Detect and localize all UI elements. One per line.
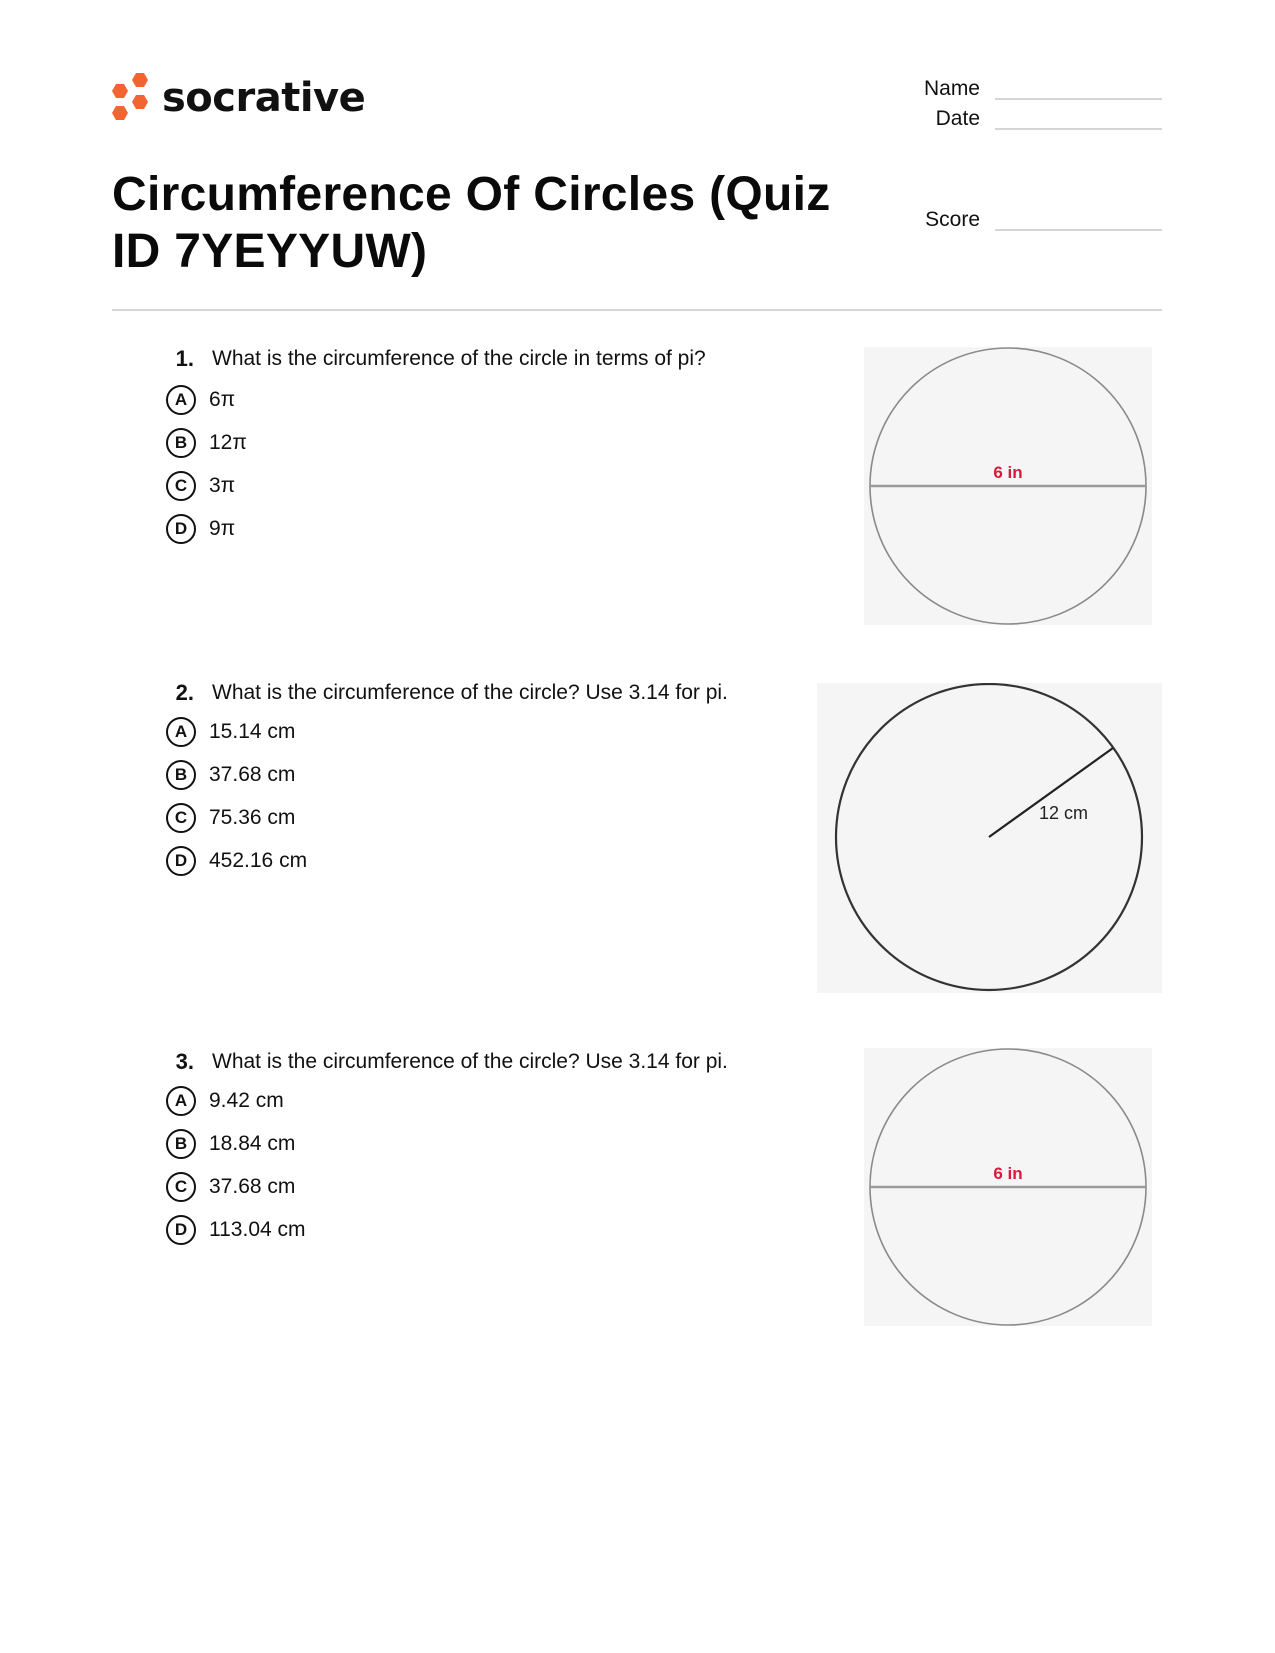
option-bubble[interactable]: B: [166, 760, 196, 790]
option-a[interactable]: [166, 383, 235, 417]
option-text: 9π: [209, 517, 236, 540]
page-title-line-1: Circumference Of Circles (Quiz: [112, 168, 831, 221]
option-text: 18.84 cm: [209, 1132, 296, 1155]
option-bubble[interactable]: A: [166, 1086, 196, 1116]
circle-diameter-icon: [864, 347, 1152, 625]
question-text: What is the circumference of the circle in terms of pi?: [212, 347, 706, 370]
question-text: What is the circumference of the circle? Use 3.14 for pi.: [212, 1050, 728, 1073]
circle-diagram: [864, 347, 1152, 625]
score-label: Score: [925, 208, 980, 231]
option-b[interactable]: [166, 426, 247, 460]
option-bubble[interactable]: A: [166, 717, 196, 747]
option-text: 452.16 cm: [209, 849, 308, 872]
radius-label: 12 cm: [1039, 803, 1089, 823]
option-text: 3π: [209, 474, 236, 497]
option-text: 9.42 cm: [209, 1089, 284, 1112]
option-text: 15.14 cm: [209, 720, 296, 743]
option-text: 6π: [209, 388, 236, 411]
hexagon-cluster-icon: [112, 73, 152, 123]
option-c[interactable]: [166, 1170, 295, 1204]
option-bubble[interactable]: C: [166, 471, 196, 501]
brand-name: socrative: [162, 75, 366, 121]
option-a[interactable]: [166, 715, 295, 749]
option-bubble[interactable]: A: [166, 385, 196, 415]
header-divider: [112, 309, 1162, 311]
option-text: 12π: [209, 431, 247, 454]
option-c[interactable]: [166, 469, 235, 503]
option-bubble[interactable]: D: [166, 514, 196, 544]
option-text: 37.68 cm: [209, 1175, 296, 1198]
page-title: [112, 166, 872, 280]
question-text: What is the circumference of the circle? Use 3.14 for pi.: [212, 681, 728, 704]
option-bubble[interactable]: D: [166, 846, 196, 876]
name-label: Name: [923, 77, 980, 100]
question-number: 2.: [175, 680, 194, 705]
option-bubble[interactable]: C: [166, 803, 196, 833]
option-text: 75.36 cm: [209, 806, 296, 829]
option-bubble[interactable]: D: [166, 1215, 196, 1245]
socrative-logo: [112, 73, 366, 123]
option-text: 113.04 cm: [209, 1218, 306, 1241]
option-c[interactable]: [166, 801, 295, 835]
question-number: 1.: [175, 346, 194, 371]
score-field[interactable]: [995, 229, 1162, 231]
date-field[interactable]: [995, 128, 1162, 130]
diameter-label: 6 in: [993, 1164, 1023, 1183]
option-bubble[interactable]: B: [166, 1129, 196, 1159]
option-text: 37.68 cm: [209, 763, 296, 786]
option-d[interactable]: [166, 844, 307, 878]
option-d[interactable]: [166, 1213, 306, 1247]
question-number: 3.: [175, 1049, 194, 1074]
diameter-label: 6 in: [993, 463, 1023, 482]
circle-diagram: [864, 1048, 1152, 1326]
circle-diagram: [817, 683, 1162, 993]
option-d[interactable]: [166, 512, 235, 546]
option-a[interactable]: [166, 1084, 284, 1118]
option-b[interactable]: [166, 1127, 295, 1161]
option-b[interactable]: [166, 758, 295, 792]
name-field[interactable]: [995, 98, 1162, 100]
option-bubble[interactable]: B: [166, 428, 196, 458]
page-title-line-2: ID 7YEYYUW): [112, 225, 428, 278]
date-label: Date: [935, 107, 980, 130]
option-bubble[interactable]: C: [166, 1172, 196, 1202]
circle-radius-icon: [817, 683, 1162, 993]
circle-diameter-icon: [864, 1048, 1152, 1326]
